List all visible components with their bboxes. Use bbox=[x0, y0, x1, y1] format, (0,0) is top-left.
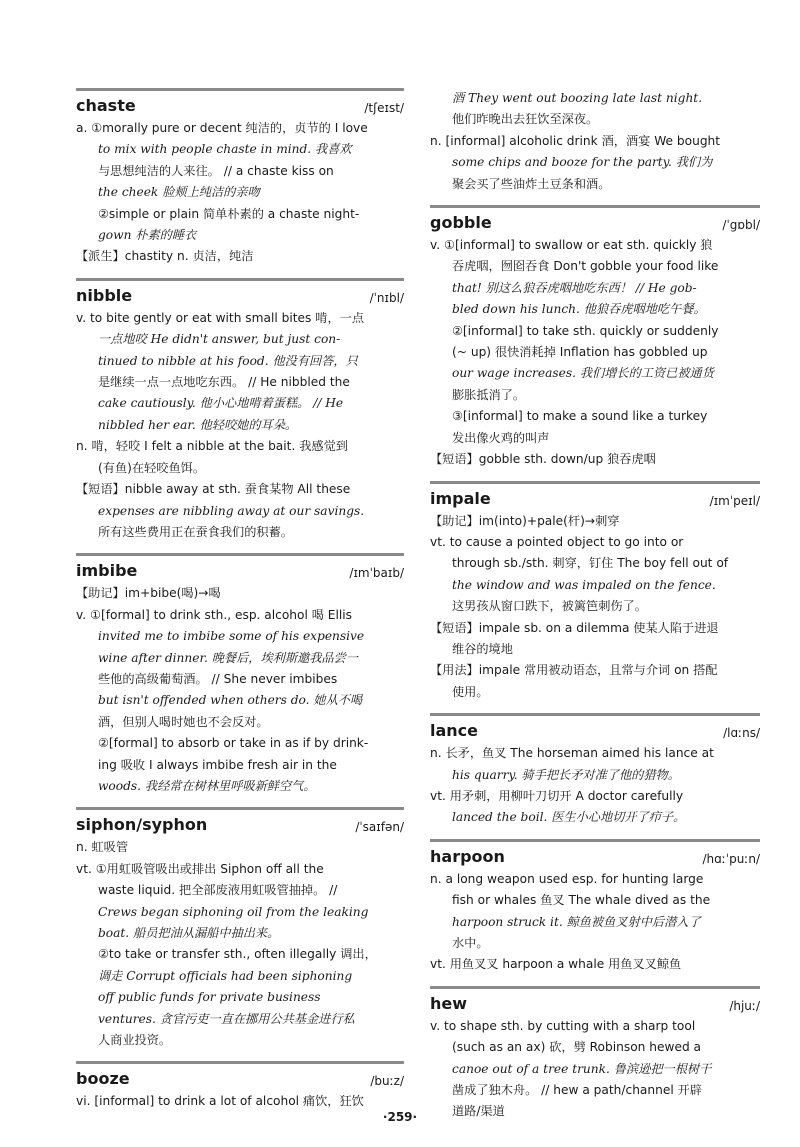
entry-siphon bbox=[76, 807, 404, 1051]
definition-line: waste liquid. 把全部废液用虹吸管抽掉。 // bbox=[98, 883, 338, 898]
entry-impale bbox=[430, 481, 760, 704]
definition-line: ②[formal] to absorb or take in as if by drink- bbox=[98, 736, 369, 751]
definition-line: n. a long weapon used esp. for hunting large bbox=[430, 871, 704, 886]
definition-line: the window and was impaled on the fence. bbox=[452, 577, 716, 592]
phrase-line: 【短语】gobble sth. down/up 狼吞虎咽 bbox=[430, 452, 656, 467]
entry-imbibe bbox=[76, 553, 404, 797]
definition-line: nibbled her ear. 他轻咬她的耳朵。 bbox=[98, 417, 298, 432]
pronunciation: /ˈnɪbl/ bbox=[369, 290, 404, 305]
definition-line: ③[informal] to make a sound like a turkey bbox=[452, 409, 708, 424]
definition-line: (such as an ax) 砍，劈 Robinson hewed a bbox=[452, 1040, 702, 1055]
definition-line: 道路/渠道 bbox=[452, 1104, 505, 1119]
definition-line: ②to take or transfer sth., often illegally 调出， bbox=[98, 947, 377, 962]
entry-nibble bbox=[76, 278, 404, 543]
definition-line: vt. 用矛刺，用柳叶刀切开 A doctor carefully bbox=[430, 788, 684, 803]
headword: booze bbox=[76, 1069, 130, 1089]
entry-gobble bbox=[430, 205, 760, 470]
definition-line: gown 朴素的睡衣 bbox=[98, 228, 197, 243]
headword-bar bbox=[76, 278, 404, 305]
headword-bar bbox=[76, 1061, 404, 1088]
phrase-line: 【短语】nibble away at sth. 蚕食某物 All these bbox=[76, 482, 351, 497]
definition-line: ②simple or plain 简单朴素的 a chaste night- bbox=[98, 206, 360, 221]
headword: chaste bbox=[76, 96, 136, 115]
definition-line: 聚会买了些油炸土豆条和酒。 bbox=[452, 176, 611, 191]
definition-line: wine after dinner. 晚餐后，埃利斯邀我品尝一 bbox=[98, 650, 358, 665]
usage-line: 使用。 bbox=[452, 684, 489, 699]
definition-line: but isn't offended when others do. 她从不喝 bbox=[98, 693, 363, 708]
headword: hew bbox=[430, 993, 468, 1013]
pronunciation: /buːz/ bbox=[370, 1074, 404, 1089]
booze-continuation bbox=[430, 88, 760, 195]
pronunciation: /ˈsaɪfən/ bbox=[355, 820, 404, 835]
definition-line: 凿成了独木舟。 // hew a path/channel 开辟 bbox=[452, 1083, 702, 1098]
definition-line: Crews began siphoning oil from the leaking bbox=[98, 904, 369, 919]
usage-line: 【用法】impale 常用被动语态，且常与介词 on 搭配 bbox=[430, 663, 718, 678]
pronunciation: /hjuː/ bbox=[729, 998, 760, 1013]
definition-line: n. 啃，轻咬 I felt a nibble at the bait. 我感觉到 bbox=[76, 439, 348, 454]
definition-line: vt. 用鱼叉叉 harpoon a whale 用鱼叉叉鲸鱼 bbox=[430, 957, 682, 972]
definition-line: through sb./sth. 刺穿，钉住 The boy fell out of bbox=[452, 556, 729, 571]
definition-line: woods. 我经常在树林里呼吸新鲜空气。 bbox=[98, 778, 316, 793]
definition-line: 他们昨晚出去狂饮至深夜。 bbox=[452, 112, 599, 127]
definition-line: a. ①morally pure or decent 纯洁的，贞节的 I love bbox=[76, 121, 368, 135]
entry-hew bbox=[430, 986, 760, 1123]
definition-line: n. 长矛，鱼叉 The horseman aimed his lance at bbox=[430, 746, 714, 761]
headword-bar bbox=[430, 713, 760, 740]
definition-line: 吞虎咽，囫囵吞食 Don't gobble your food like bbox=[452, 259, 719, 274]
definition-line: invited me to imbibe some of his expensive bbox=[98, 629, 365, 644]
definition-line: tinued to nibble at his food. 他没有回答，只 bbox=[98, 353, 358, 368]
definition-line: 酒，但别人喝时她也不会反对。 bbox=[98, 714, 269, 729]
headword-bar bbox=[76, 553, 404, 580]
right-column bbox=[430, 88, 760, 1133]
definition-line: 发出像火鸡的叫声 bbox=[452, 430, 550, 445]
definition-line: his quarry. 骑手把长矛对准了他的猎物。 bbox=[452, 767, 680, 782]
headword: imbibe bbox=[76, 561, 138, 581]
headword-bar bbox=[430, 839, 760, 866]
headword-bar bbox=[430, 986, 760, 1013]
definition-line: off public funds for private business bbox=[98, 990, 321, 1005]
definition-line: (~ up) 很快消耗掉 Inflation has gobbled up bbox=[452, 345, 708, 360]
definition-line: cake cautiously. 他小心地啃着蛋糕。 // He bbox=[98, 396, 344, 411]
derivation-line: 【派生】chastity n. 贞洁，纯洁 bbox=[76, 249, 254, 264]
mnemonic-line: 【助记】im+bibe(喝)→喝 bbox=[76, 586, 221, 601]
entry-chaste bbox=[76, 88, 404, 268]
page-number: ·259· bbox=[382, 1110, 418, 1124]
definition-line: n. 虹吸管 bbox=[76, 840, 129, 855]
mnemonic-line: 【助记】im(into)+pale(杆)→刺穿 bbox=[430, 513, 620, 528]
entry-lance bbox=[430, 713, 760, 829]
headword-bar bbox=[430, 205, 760, 232]
pronunciation: /ɪmˈbaɪb/ bbox=[349, 566, 404, 581]
definition-line: 与思想纯洁的人来往。 // a chaste kiss on bbox=[98, 163, 334, 178]
definition-line: ing 吸收 I always imbibe fresh air in the bbox=[98, 757, 337, 772]
phrase-line: 所有这些费用正在蚕食我们的积蓄。 bbox=[98, 524, 293, 539]
definition-line: the cheek 脸颊上纯洁的亲吻 bbox=[98, 185, 260, 200]
definition-line: harpoon struck it. 鲸鱼被鱼叉射中后潜入了 bbox=[452, 914, 701, 929]
definition-line: our wage increases. 我们增长的工资已被通货 bbox=[452, 366, 714, 381]
definition-line: 调走 Corrupt officials had been siphoning bbox=[98, 968, 353, 983]
definition-line: 是继续一点一点地吃东西。 // He nibbled the bbox=[98, 375, 350, 390]
definition-line: vi. [informal] to drink a lot of alcohol 痛饮，狂饮 bbox=[76, 1094, 364, 1109]
headword-bar bbox=[76, 88, 404, 115]
definition-line: v. ①[formal] to drink sth., esp. alcohol 喝 Ellis bbox=[76, 607, 353, 622]
pronunciation: /hɑːˈpuːn/ bbox=[702, 851, 760, 866]
headword: harpoon bbox=[430, 846, 505, 866]
definition-line: 这男孩从窗口跌下，被篱笆刺伤了。 bbox=[452, 599, 647, 614]
headword: gobble bbox=[430, 213, 492, 233]
definition-line: lanced the boil. 医生小心地切开了疖子。 bbox=[452, 810, 686, 825]
headword: siphon/syphon bbox=[76, 815, 208, 835]
definition-line: (有鱼)在轻咬鱼饵。 bbox=[98, 460, 206, 475]
headword-bar bbox=[76, 807, 404, 834]
headword-bar bbox=[430, 481, 760, 508]
definition-line: vt. ①用虹吸管吸出或排出 Siphon off all the bbox=[76, 861, 324, 876]
pronunciation: /tʃeɪst/ bbox=[364, 101, 404, 115]
definition-line: 人商业投资。 bbox=[98, 1033, 172, 1048]
left-column bbox=[76, 88, 404, 1123]
definition-line: v. to bite gently or eat with small bites 啃，一点 bbox=[76, 310, 365, 325]
pronunciation: /ɪmˈpeɪl/ bbox=[709, 493, 760, 508]
definition-line: vt. to cause a pointed object to go into or bbox=[430, 534, 684, 549]
headword: nibble bbox=[76, 285, 133, 305]
definition-line: v. to shape sth. by cutting with a sharp tool bbox=[430, 1018, 696, 1033]
phrase-line: 【短语】impale sb. on a dilemma 使某人陷于进退 bbox=[430, 620, 719, 635]
headword: lance bbox=[430, 721, 479, 741]
definition-line: 酒 They went out boozing late last night. bbox=[452, 91, 703, 105]
definition-line: some chips and booze for the party. 我们为 bbox=[452, 155, 713, 170]
pronunciation: /lɑːns/ bbox=[723, 726, 760, 741]
definition-line: bled down his lunch. 他狼吞虎咽地吃午餐。 bbox=[452, 302, 706, 317]
phrase-line: 维谷的境地 bbox=[452, 641, 513, 656]
definition-line: ventures. 贪官污吏一直在挪用公共基金进行私 bbox=[98, 1011, 355, 1026]
definition-line: canoe out of a tree trunk. 鲁滨逊把一根树干 bbox=[452, 1061, 712, 1076]
definition-line: v. ①[informal] to swallow or eat sth. quickly 狼 bbox=[430, 238, 713, 253]
definition-line: 水中。 bbox=[452, 936, 489, 950]
pronunciation: /ˈgɒbl/ bbox=[722, 218, 760, 233]
definition-line: boat. 船员把油从漏船中抽出来。 bbox=[98, 926, 280, 940]
headword: impale bbox=[430, 488, 491, 508]
definition-line: 膨胀抵消了。 bbox=[452, 387, 526, 402]
entry-harpoon bbox=[430, 839, 760, 976]
definition-line: 一点地咬 He didn't answer, but just con- bbox=[98, 332, 341, 347]
entry-booze bbox=[76, 1061, 404, 1112]
definition-line: to mix with people chaste in mind. 我喜欢 bbox=[98, 142, 352, 157]
definition-line: that! 别这么狼吞虎咽地吃东西！ // He gob- bbox=[452, 280, 697, 295]
definition-line: ②[informal] to take sth. quickly or suddenly bbox=[452, 323, 719, 338]
definition-line: fish or whales 鱼叉 The whale dived as the bbox=[452, 893, 711, 908]
phrase-line: expenses are nibbling away at our savings. bbox=[98, 503, 365, 518]
definition-line: n. [informal] alcoholic drink 酒，酒宴 We bought bbox=[430, 133, 721, 148]
definition-line: 些他的高级葡萄酒。 // She never imbibes bbox=[98, 671, 338, 686]
